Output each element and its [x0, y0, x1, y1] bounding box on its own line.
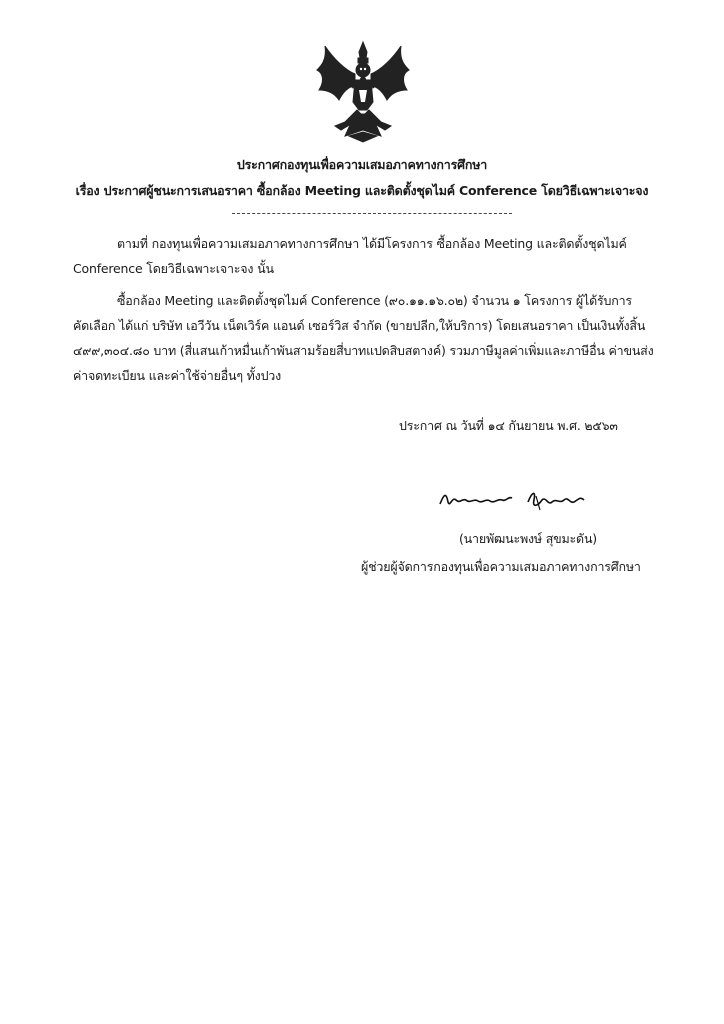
garuda-emblem-icon [315, 40, 411, 144]
signatory-name: (นายพัฒนะพงษ์ สุขมะดัน) [459, 531, 597, 546]
paragraph-2-line-1: ซื้อกล้อง Meeting และติดตั้งชุดไมค์ Conference (๙๐.๑๑.๑๖.๐๒) จำนวน ๑ โครงการ ผู้ได้รับการ [117, 293, 632, 308]
paragraph-2-line-3: ๔๙๙,๓๐๔.๘๐ บาท (สี่แสนเก้าหมื่นเก้าพันสามร้อยสี่บาทแปดสิบสตางค์) รวมภาษีมูลค่าเพิ่มและภาษีอื่น ค่าขนส่ง [73, 343, 654, 358]
paragraph-1-line-2: Conference โดยวิธีเฉพาะเจาะจง นั้น [73, 261, 274, 276]
document-title: ประกาศกองทุนเพื่อความเสมอภาคทางการศึกษา [236, 157, 488, 172]
paragraph-1-line-1: ตามที่ กองทุนเพื่อความเสมอภาคทางการศึกษา ได้มีโครงการ ซื้อกล้อง Meeting และติดตั้งชุดไมค์ [117, 236, 627, 251]
paragraph-2-line-2: คัดเลือก ได้แก่ บริษัท เอวีวัน เน็ตเวิร์ค แอนด์ เซอร์วิส จำกัด (ขายปลีก,ให้บริการ) โดยเสนอราคา เป็นเงินทั้งสิ้น [73, 318, 646, 333]
document-subject: เรื่อง ประกาศผู้ชนะการเสนอราคา ซื้อกล้อง Meeting และติดตั้งชุดไมค์ Conference โดยวิธีเฉพาะเจาะจง [75, 183, 649, 198]
paragraph-2-line-4: ค่าจดทะเบียน และค่าใช้จ่ายอื่นๆ ทั้งปวง [73, 368, 282, 383]
signatory-position: ผู้ช่วยผู้จัดการกองทุนเพื่อความเสมอภาคทางการศึกษา [361, 559, 641, 574]
announcement-date: ประกาศ ณ วันที่ ๑๔ กันยายน พ.ศ. ๒๕๖๓ [399, 418, 618, 433]
divider [232, 213, 512, 214]
handwritten-signature-icon [436, 486, 596, 514]
